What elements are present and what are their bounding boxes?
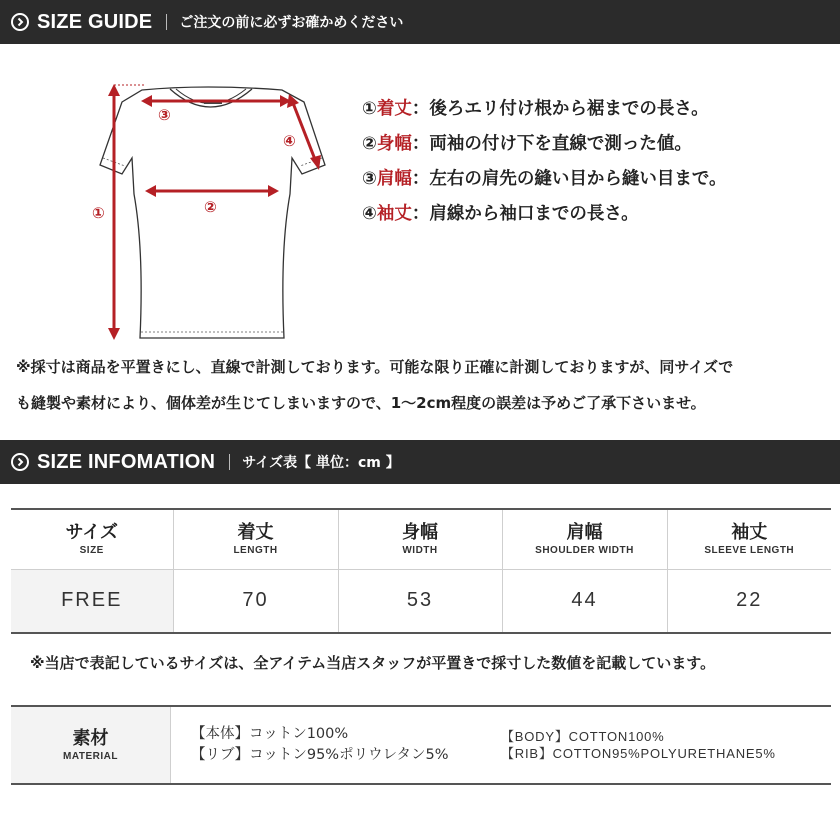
material-label: 素材 MATERIAL <box>11 707 171 783</box>
column-header-length: 着丈 LENGTH <box>173 509 338 569</box>
column-header-width: 身幅 WIDTH <box>338 509 502 569</box>
label-length-1: ① <box>92 204 105 222</box>
chevron-right-circle-icon <box>11 13 29 31</box>
cell-width: 53 <box>338 569 502 633</box>
header-divider <box>229 454 230 470</box>
label-shoulder-3: ③ <box>158 106 171 124</box>
material-japanese: 【本体】コットン100% 【リブ】コットン95%ポリウレタン5% <box>191 726 449 763</box>
material-english: 【BODY】COTTON100% 【RIB】COTTON95%POLYURETHANE5% <box>501 729 776 761</box>
column-header-size: サイズ SIZE <box>11 509 173 569</box>
measurement-note-line2: も縫製や素材により、個体差が生じてしまいますので、1～2cm程度の誤差は予めご了承下さいませ。 <box>16 394 706 412</box>
chevron-right-circle-icon <box>11 453 29 471</box>
table-row <box>11 569 831 633</box>
definition-sleeve: ④袖丈：肩線から袖口までの長さ。 <box>362 204 639 224</box>
size-info-subtitle: サイズ表【 単位：cm 】 <box>242 455 400 471</box>
size-guide-subtitle: ご注文の前に必ずお確かめください <box>179 15 404 31</box>
size-guide-title: SIZE GUIDE <box>37 10 153 33</box>
cell-sleeve: 22 <box>667 569 831 633</box>
label-width-2: ② <box>204 198 217 216</box>
definition-width: ②身幅：両袖の付け下を直線で測った値。 <box>362 134 692 154</box>
size-table-note: ※当店で表記しているサイズは、全アイテム当店スタッフが平置きで採寸した数値を記載しています。 <box>30 654 716 672</box>
table-header-row <box>11 509 831 569</box>
tshirt-diagram <box>70 70 340 360</box>
size-info-header <box>0 440 840 484</box>
label-sleeve-4: ④ <box>283 132 296 150</box>
definition-length: ①着丈：後ろエリ付け根から裾までの長さ。 <box>362 99 709 119</box>
size-guide-header <box>0 0 840 44</box>
column-header-sleeve: 袖丈 SLEEVE LENGTH <box>667 509 831 569</box>
cell-size: FREE <box>11 569 173 633</box>
size-table <box>11 508 831 634</box>
size-info-title: SIZE INFOMATION <box>37 450 216 473</box>
header-divider <box>166 14 167 30</box>
cell-shoulder: 44 <box>502 569 667 633</box>
material-section <box>11 705 831 785</box>
measurement-definitions <box>362 92 726 232</box>
cell-length: 70 <box>173 569 338 633</box>
measurement-note-line1: ※採寸は商品を平置きにし、直線で計測しております。可能な限り正確に計測しておりますが、同サイズで <box>16 358 734 376</box>
column-header-shoulder: 肩幅 SHOULDER WIDTH <box>502 509 667 569</box>
definition-shoulder: ③肩幅：左右の肩先の縫い目から縫い目まで。 <box>362 169 727 189</box>
